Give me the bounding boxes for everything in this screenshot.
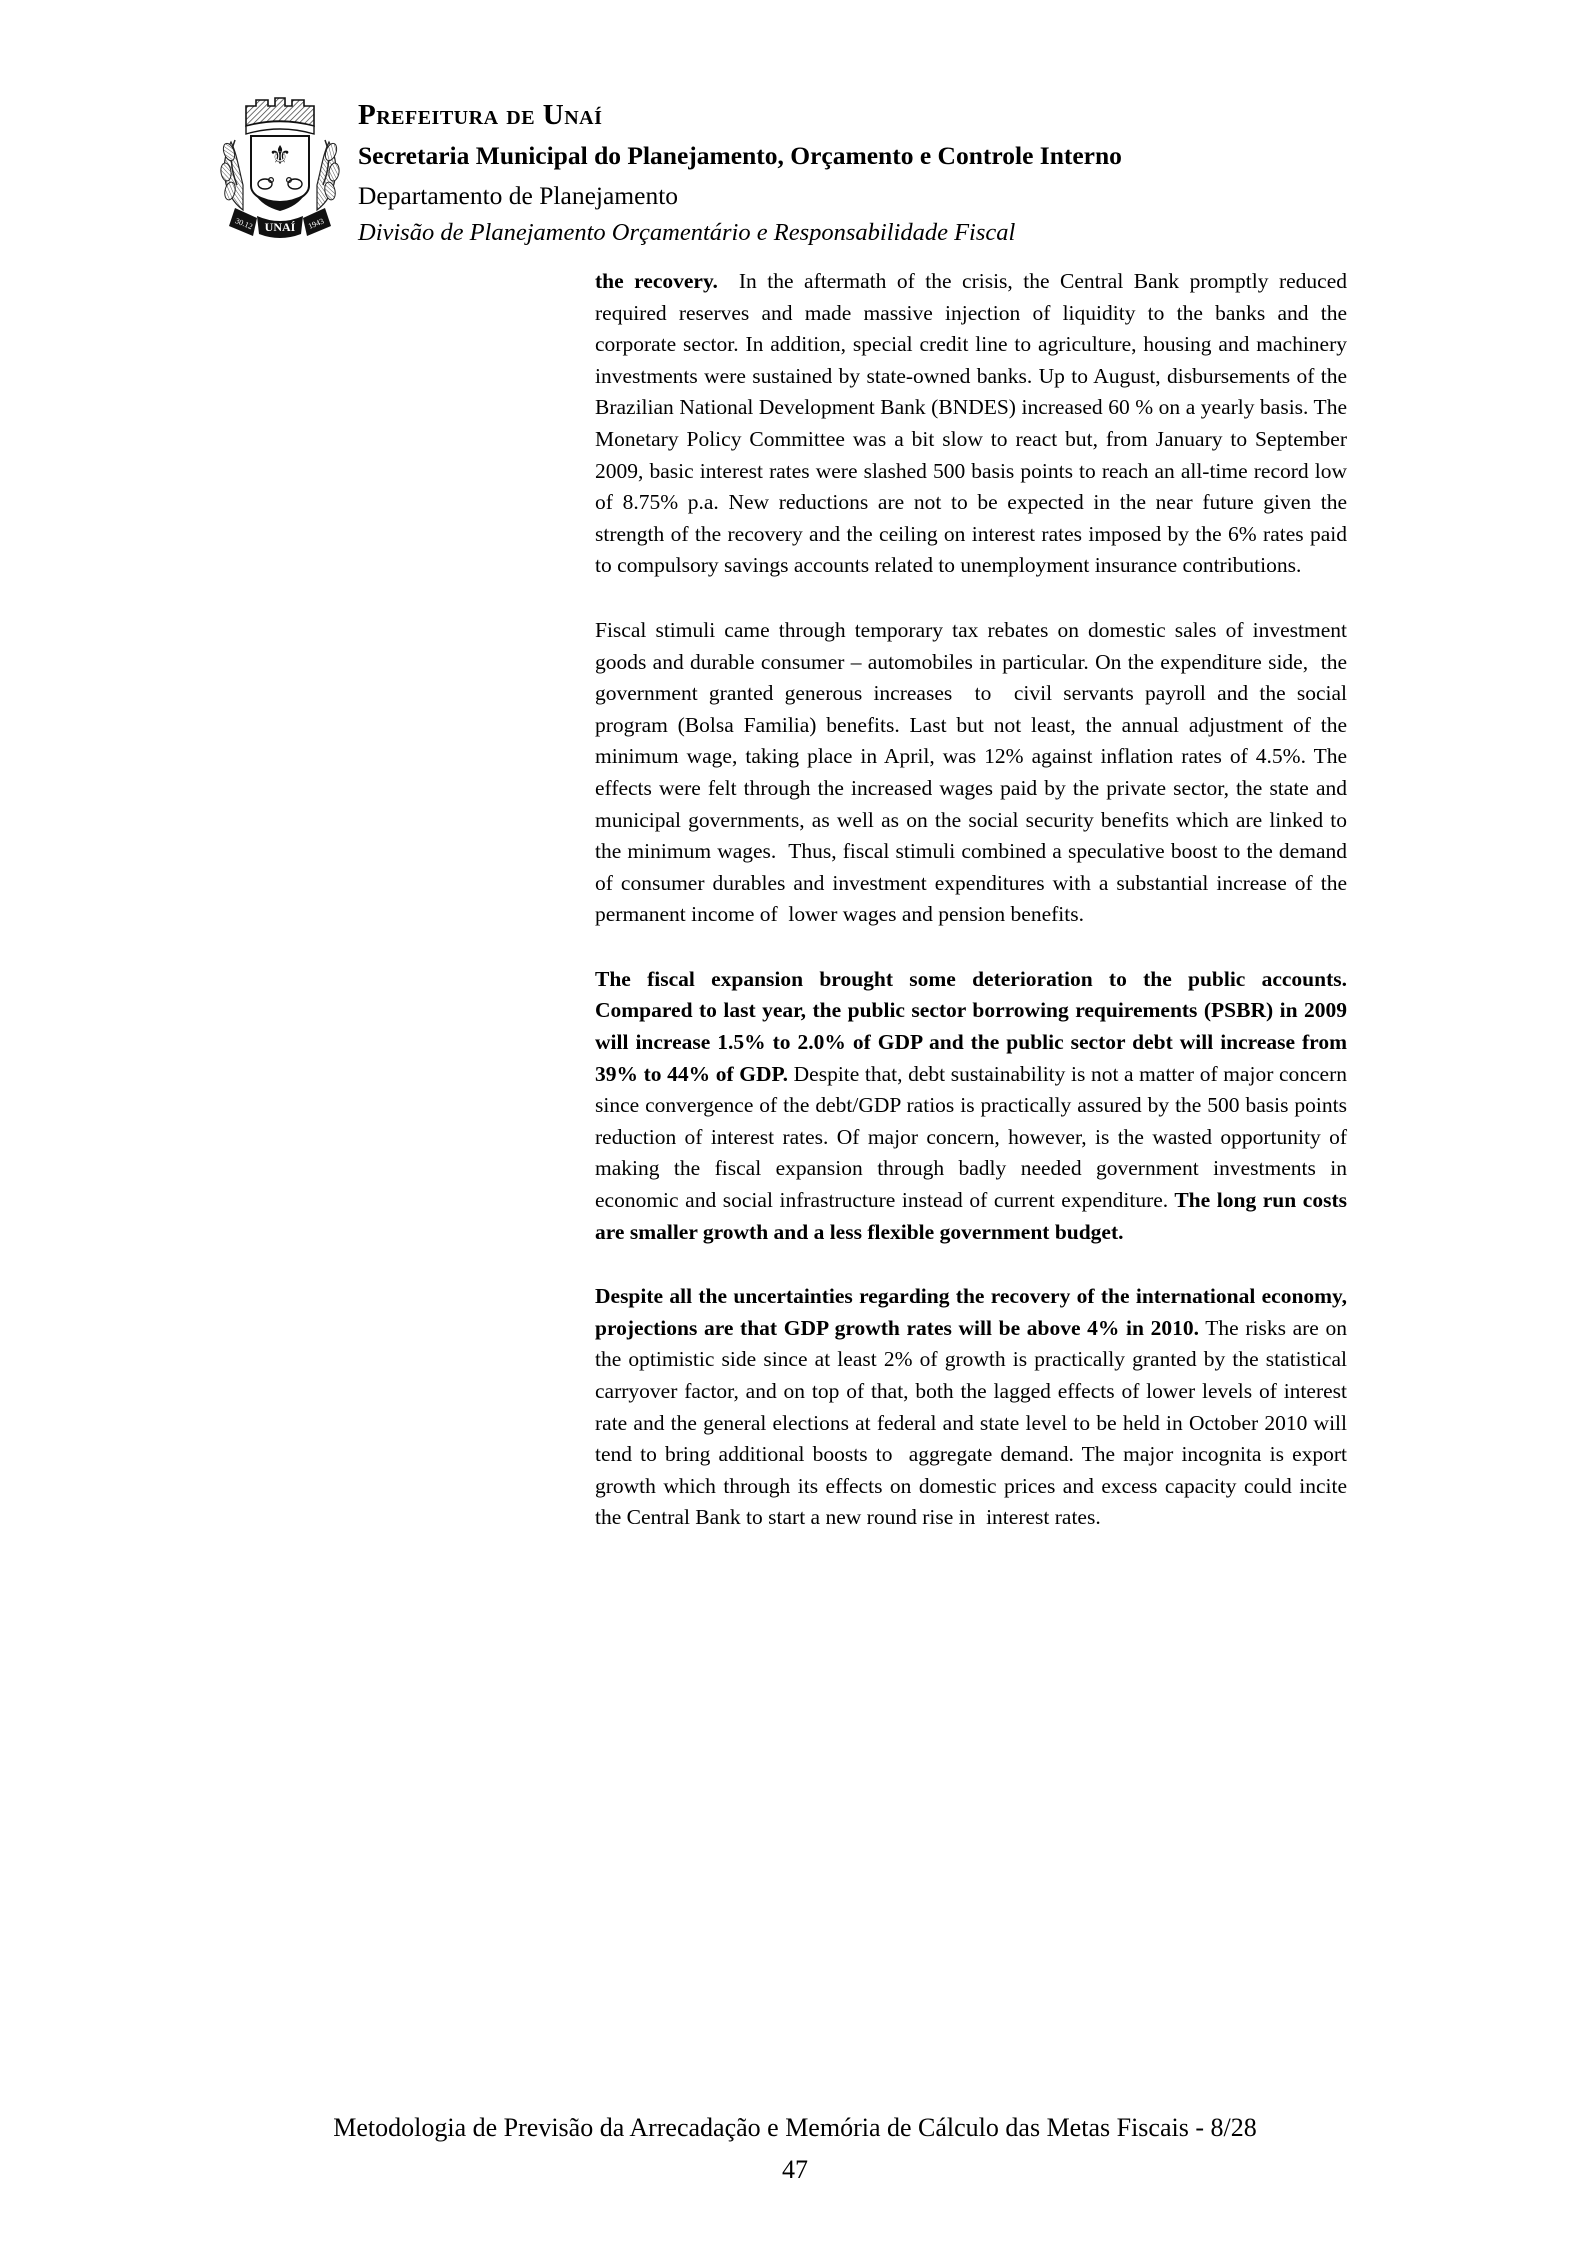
- paragraph-segment: In the aftermath of the crisis, the Central Bank promptly reduced required reserves and made massive injection of liquidity to the banks and the corporate sector. In addition, special credit line to agriculture, housing and machinery investments were sustained by state-owned banks. Up to August, disbursements of the Brazilian National Development Bank (BNDES) increased 60 % on a yearly basis. The Monetary Policy Committee was a bit slow to react but, from January to September 2009, basic interest rates were slashed 500 basis points to reach an all-time record low of 8.75% p.a. New reductions are not to be expected in the near future given the strength of the recovery and the ceiling on interest rates imposed by the 6% rates paid to compulsory savings accounts related to unemployment insurance contributions.: [595, 269, 1353, 578]
- body-paragraphs: [595, 266, 1353, 1534]
- paragraph: [595, 1281, 1353, 1534]
- paragraph-segment-bold: The long run costs are smaller growth and a less flexible government budget.: [595, 1188, 1353, 1244]
- left-branch-ornament: [220, 140, 243, 210]
- org-divisao: Divisão de Planejamento Orçamentário e Responsabilidade Fiscal: [358, 219, 1016, 246]
- paragraph: [595, 615, 1353, 931]
- footer-title: Metodologia de Previsão da Arrecadação e Memória de Cálculo das Metas Fiscais - 8/28: [333, 2113, 1257, 2142]
- letterhead: [358, 94, 1358, 250]
- paragraph-segment-bold: the recovery.: [595, 269, 718, 293]
- paragraph-segment: The risks are on the optimistic side since at least 2% of growth is practically granted by the statistical carryover factor, and on top of that, both the lagged effects of lower levels of interest rate and the general elections at federal and state level to be held in October 2010 will tend to bring additional boosts to aggregate demand. The major incognita is export growth which through its effects on domestic prices and excess capacity could incite the Central Bank to start a new round rise in interest rates.: [595, 1315, 1353, 1530]
- fleur-de-lis-icon: ⚜: [268, 141, 292, 170]
- paragraph: [595, 266, 1353, 582]
- ribbon-right-date: 1943: [306, 216, 326, 231]
- org-title: Prefeitura de Unaí: [358, 99, 603, 131]
- ribbon-banner-text: UNAÍ: [264, 220, 296, 234]
- paragraph-segment-bold: The fiscal expansion brought some deterioration to the public accounts. Compared to last year, the public sector borrowing requirements (PSBR) in 2009 will increase 1.5% to 2.0% of GDP and the public sector debt will increase from 39% to 44% of GDP.: [595, 966, 1353, 1086]
- paragraph-segment: Despite that, debt sustainability is not a matter of major concern since convergence of the debt/GDP ratios is practically assured by the 500 basis points reduction of interest rates. Of major concern, however, is the wasted opportunity of making the fiscal expansion through badly needed government investments in economic and social infrastructure instead of current expenditure.: [595, 1061, 1353, 1213]
- ribbon-banner: [229, 208, 331, 238]
- unai-coat-of-arms-logo: [213, 90, 347, 248]
- paragraph-segment: Fiscal stimuli came through temporary tax rebates on domestic sales of investment goods and durable consumer – automobiles in particular. On the expenditure side, the government granted generous increases to civil servants payroll and the social program (Bolsa Familia) benefits. Last but not least, the annual adjustment of the minimum wage, taking place in April, was 12% against inflation rates of 4.5%. The effects were felt through the increased wages paid by the private sector, the state and municipal governments, as well as on the social security benefits which are linked to the minimum wages. Thus, fiscal stimuli combined a speculative boost to the demand of consumer durables and investment expenditures with a substantial increase of the permanent income of lower wages and pension benefits.: [595, 617, 1353, 927]
- mural-crown: [246, 98, 314, 134]
- org-departamento: Departamento de Planejamento: [358, 181, 679, 210]
- ribbon-left-date: 30.12: [233, 216, 254, 232]
- paragraph-segment-bold: Despite all the uncertainties regarding the recovery of the international economy, projections are that GDP growth rates will be above 4% in 2010.: [595, 1284, 1353, 1340]
- paragraph: [595, 964, 1353, 1248]
- page-number: 47: [782, 2155, 808, 2184]
- right-branch-ornament: [317, 140, 340, 210]
- shield: [251, 136, 309, 211]
- org-secretaria: Secretaria Municipal do Planejamento, Orçamento e Controle Interno: [358, 141, 1122, 170]
